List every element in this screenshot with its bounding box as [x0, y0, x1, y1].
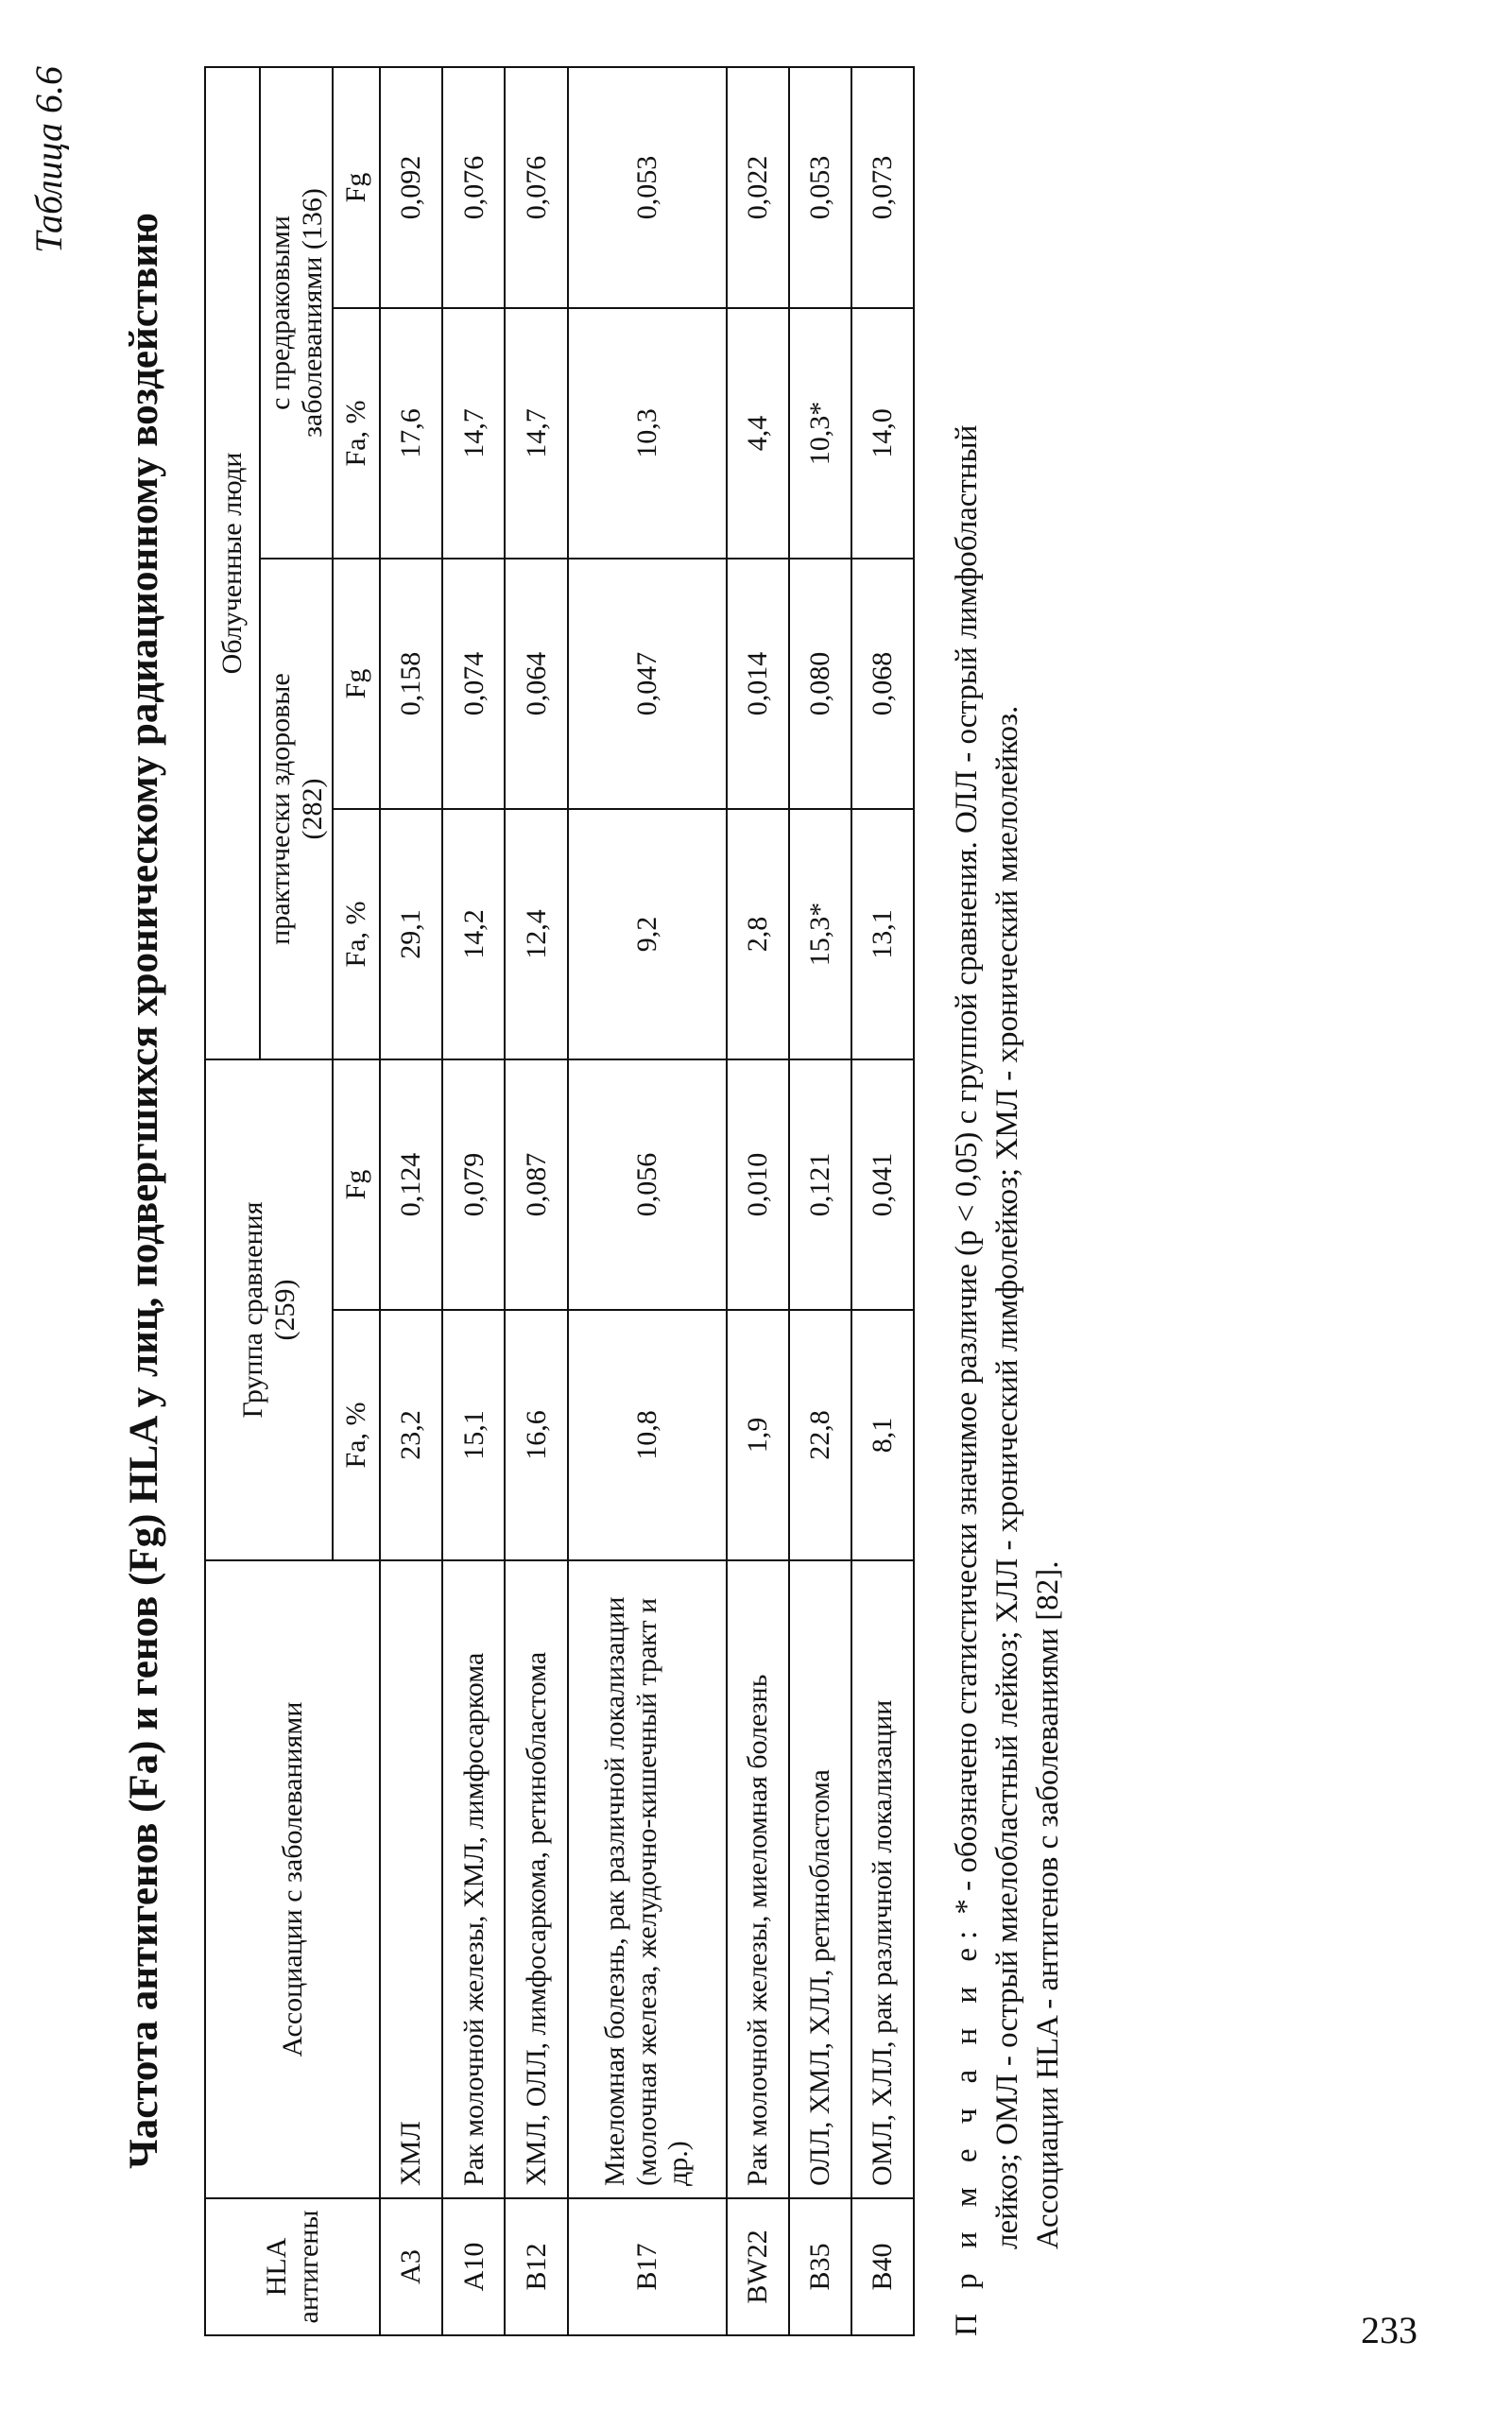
cell-cmp-fa: 22,8 [789, 1310, 851, 1560]
cell-cmp-fg: 0,124 [380, 1059, 442, 1310]
cell-healthy-fa: 2,8 [727, 809, 789, 1059]
table-row [789, 67, 851, 2335]
table-row [568, 67, 727, 2335]
cell-cmp-fg: 0,121 [789, 1059, 851, 1310]
disease-text: ХМЛ [395, 2121, 427, 2186]
cell-disease [851, 1560, 914, 2198]
header-irradiated: Облученные люди [205, 67, 260, 1059]
disease-text: ХМЛ, ОЛЛ, лимфосаркома, ретинобластома [520, 1651, 552, 2186]
disease-text: ОЛЛ, ХМЛ, ХЛЛ, ретинобластома [803, 1769, 835, 2186]
cell-cmp-fg: 0,056 [568, 1059, 727, 1310]
cell-precancer-fg: 0,092 [380, 67, 442, 308]
cell-precancer-fa: 17,6 [380, 308, 442, 559]
table-row [442, 67, 505, 2335]
healthy-label: практически здоровые [265, 673, 296, 945]
cell-healthy-fa: 13,1 [851, 809, 914, 1059]
cell-healthy-fa: 29,1 [380, 809, 442, 1059]
cell-antigen: A10 [442, 2198, 505, 2335]
cell-disease [789, 1560, 851, 2198]
footnote-line-3: Ассоциации HLA - антигенов с заболеваниями [82]. [1030, 1560, 1065, 2249]
cell-healthy-fg: 0,047 [568, 559, 727, 809]
cell-antigen: B40 [851, 2198, 914, 2335]
table-label: Таблица 6.6 [27, 66, 70, 253]
cell-antigen: B17 [568, 2198, 727, 2335]
header-comparison [205, 1059, 333, 1560]
cell-precancer-fa: 14,7 [505, 308, 567, 559]
footnote-line-1 [947, 68, 988, 2336]
cell-antigen: B12 [505, 2198, 567, 2335]
cell-cmp-fa: 10,8 [568, 1310, 727, 1560]
table-title: Частота антигенов (Fa) и генов (Fg) HLA у лиц, подвергшихся хроническому радиационному воздействию [122, 213, 166, 2169]
disease-text: Рак молочной железы, миеломная болезнь [741, 1674, 773, 2186]
cell-healthy-fg: 0,064 [505, 559, 567, 809]
cell-precancer-fg: 0,022 [727, 67, 789, 308]
cell-precancer-fg: 0,053 [568, 67, 727, 308]
cell-antigen: BW22 [727, 2198, 789, 2335]
cell-disease [727, 1560, 789, 2198]
col-healthy-fa: Fa, % [333, 809, 380, 1059]
table-row [727, 67, 789, 2335]
header-associations: Ассоциации с заболеваниями [205, 1560, 380, 2198]
cell-precancer-fg: 0,073 [851, 67, 914, 308]
cell-cmp-fa: 1,9 [727, 1310, 789, 1560]
cell-antigen: A3 [380, 2198, 442, 2335]
cell-healthy-fa: 9,2 [568, 809, 727, 1059]
cell-cmp-fg: 0,010 [727, 1059, 789, 1310]
footnote-label: П р и м е ч а н и е: [950, 1921, 984, 2336]
cell-precancer-fa: 10,3* [789, 308, 851, 559]
cell-healthy-fg: 0,158 [380, 559, 442, 809]
header-antigen: HLA антигены [205, 2198, 380, 2335]
cell-cmp-fa: 23,2 [380, 1310, 442, 1560]
cell-cmp-fg: 0,041 [851, 1059, 914, 1310]
cell-cmp-fg: 0,079 [442, 1059, 505, 1310]
col-precancer-fa: Fa, % [333, 308, 380, 559]
cell-healthy-fa: 14,2 [442, 809, 505, 1059]
precancer-n: заболеваниями (136) [296, 188, 328, 438]
cell-disease [568, 1560, 727, 2198]
cell-healthy-fg: 0,068 [851, 559, 914, 809]
page-number: 233 [1361, 2309, 1418, 2351]
footnote [947, 68, 1069, 2336]
precancer-label: с предраковыми [265, 215, 296, 410]
disease-text-continued: (молочная железа, желудочно-кишечный тракт и др.) [630, 1597, 695, 2186]
table-row [505, 67, 567, 2335]
cell-cmp-fa: 8,1 [851, 1310, 914, 1560]
header-precancer [260, 67, 333, 559]
cell-precancer-fg: 0,076 [442, 67, 505, 308]
comparison-label: Группа сравнения [237, 1201, 268, 1419]
cell-precancer-fa: 14,0 [851, 308, 914, 559]
cell-healthy-fg: 0,014 [727, 559, 789, 809]
cell-disease [380, 1560, 442, 2198]
col-healthy-fg: Fg [333, 559, 380, 809]
cell-precancer-fa: 4,4 [727, 308, 789, 559]
col-cmp-fg: Fg [333, 1059, 380, 1310]
cell-precancer-fa: 14,7 [442, 308, 505, 559]
disease-text: Миеломная болезнь, рак различной локализации [599, 1596, 631, 2186]
cell-disease [505, 1560, 567, 2198]
footnote-line-2: лейкоз; ОМЛ - острый миелобластный лейкоз; ХЛЛ - хронический лимфолейкоз; ХМЛ - хронический миелолейкоз. [989, 705, 1024, 2249]
disease-text: ОМЛ, ХЛЛ, рак различной локализации [867, 1699, 899, 2186]
cell-antigen: B35 [789, 2198, 851, 2335]
comparison-n: (259) [268, 1279, 301, 1341]
cell-cmp-fa: 16,6 [505, 1310, 567, 1560]
cell-precancer-fa: 10,3 [568, 308, 727, 559]
cell-cmp-fa: 15,1 [442, 1310, 505, 1560]
cell-healthy-fg: 0,074 [442, 559, 505, 809]
disease-text: Рак молочной железы, ХМЛ, лимфосаркома [457, 1652, 490, 2186]
header-healthy [260, 559, 333, 1059]
hla-frequency-table [204, 66, 915, 2336]
table-row [380, 67, 442, 2335]
cell-precancer-fg: 0,053 [789, 67, 851, 308]
healthy-n: (282) [296, 778, 328, 840]
cell-healthy-fa: 15,3* [789, 809, 851, 1059]
col-cmp-fa: Fa, % [333, 1310, 380, 1560]
cell-disease [442, 1560, 505, 2198]
footnote-text-1: * - обозначено статистически значимое различие (p < 0,05) с группой сравнения. ОЛЛ - острый лимфобластный [950, 424, 984, 1915]
cell-healthy-fg: 0,080 [789, 559, 851, 809]
cell-healthy-fa: 12,4 [505, 809, 567, 1059]
cell-cmp-fg: 0,087 [505, 1059, 567, 1310]
cell-precancer-fg: 0,076 [505, 67, 567, 308]
table-row [851, 67, 914, 2335]
col-precancer-fg: Fg [333, 67, 380, 308]
